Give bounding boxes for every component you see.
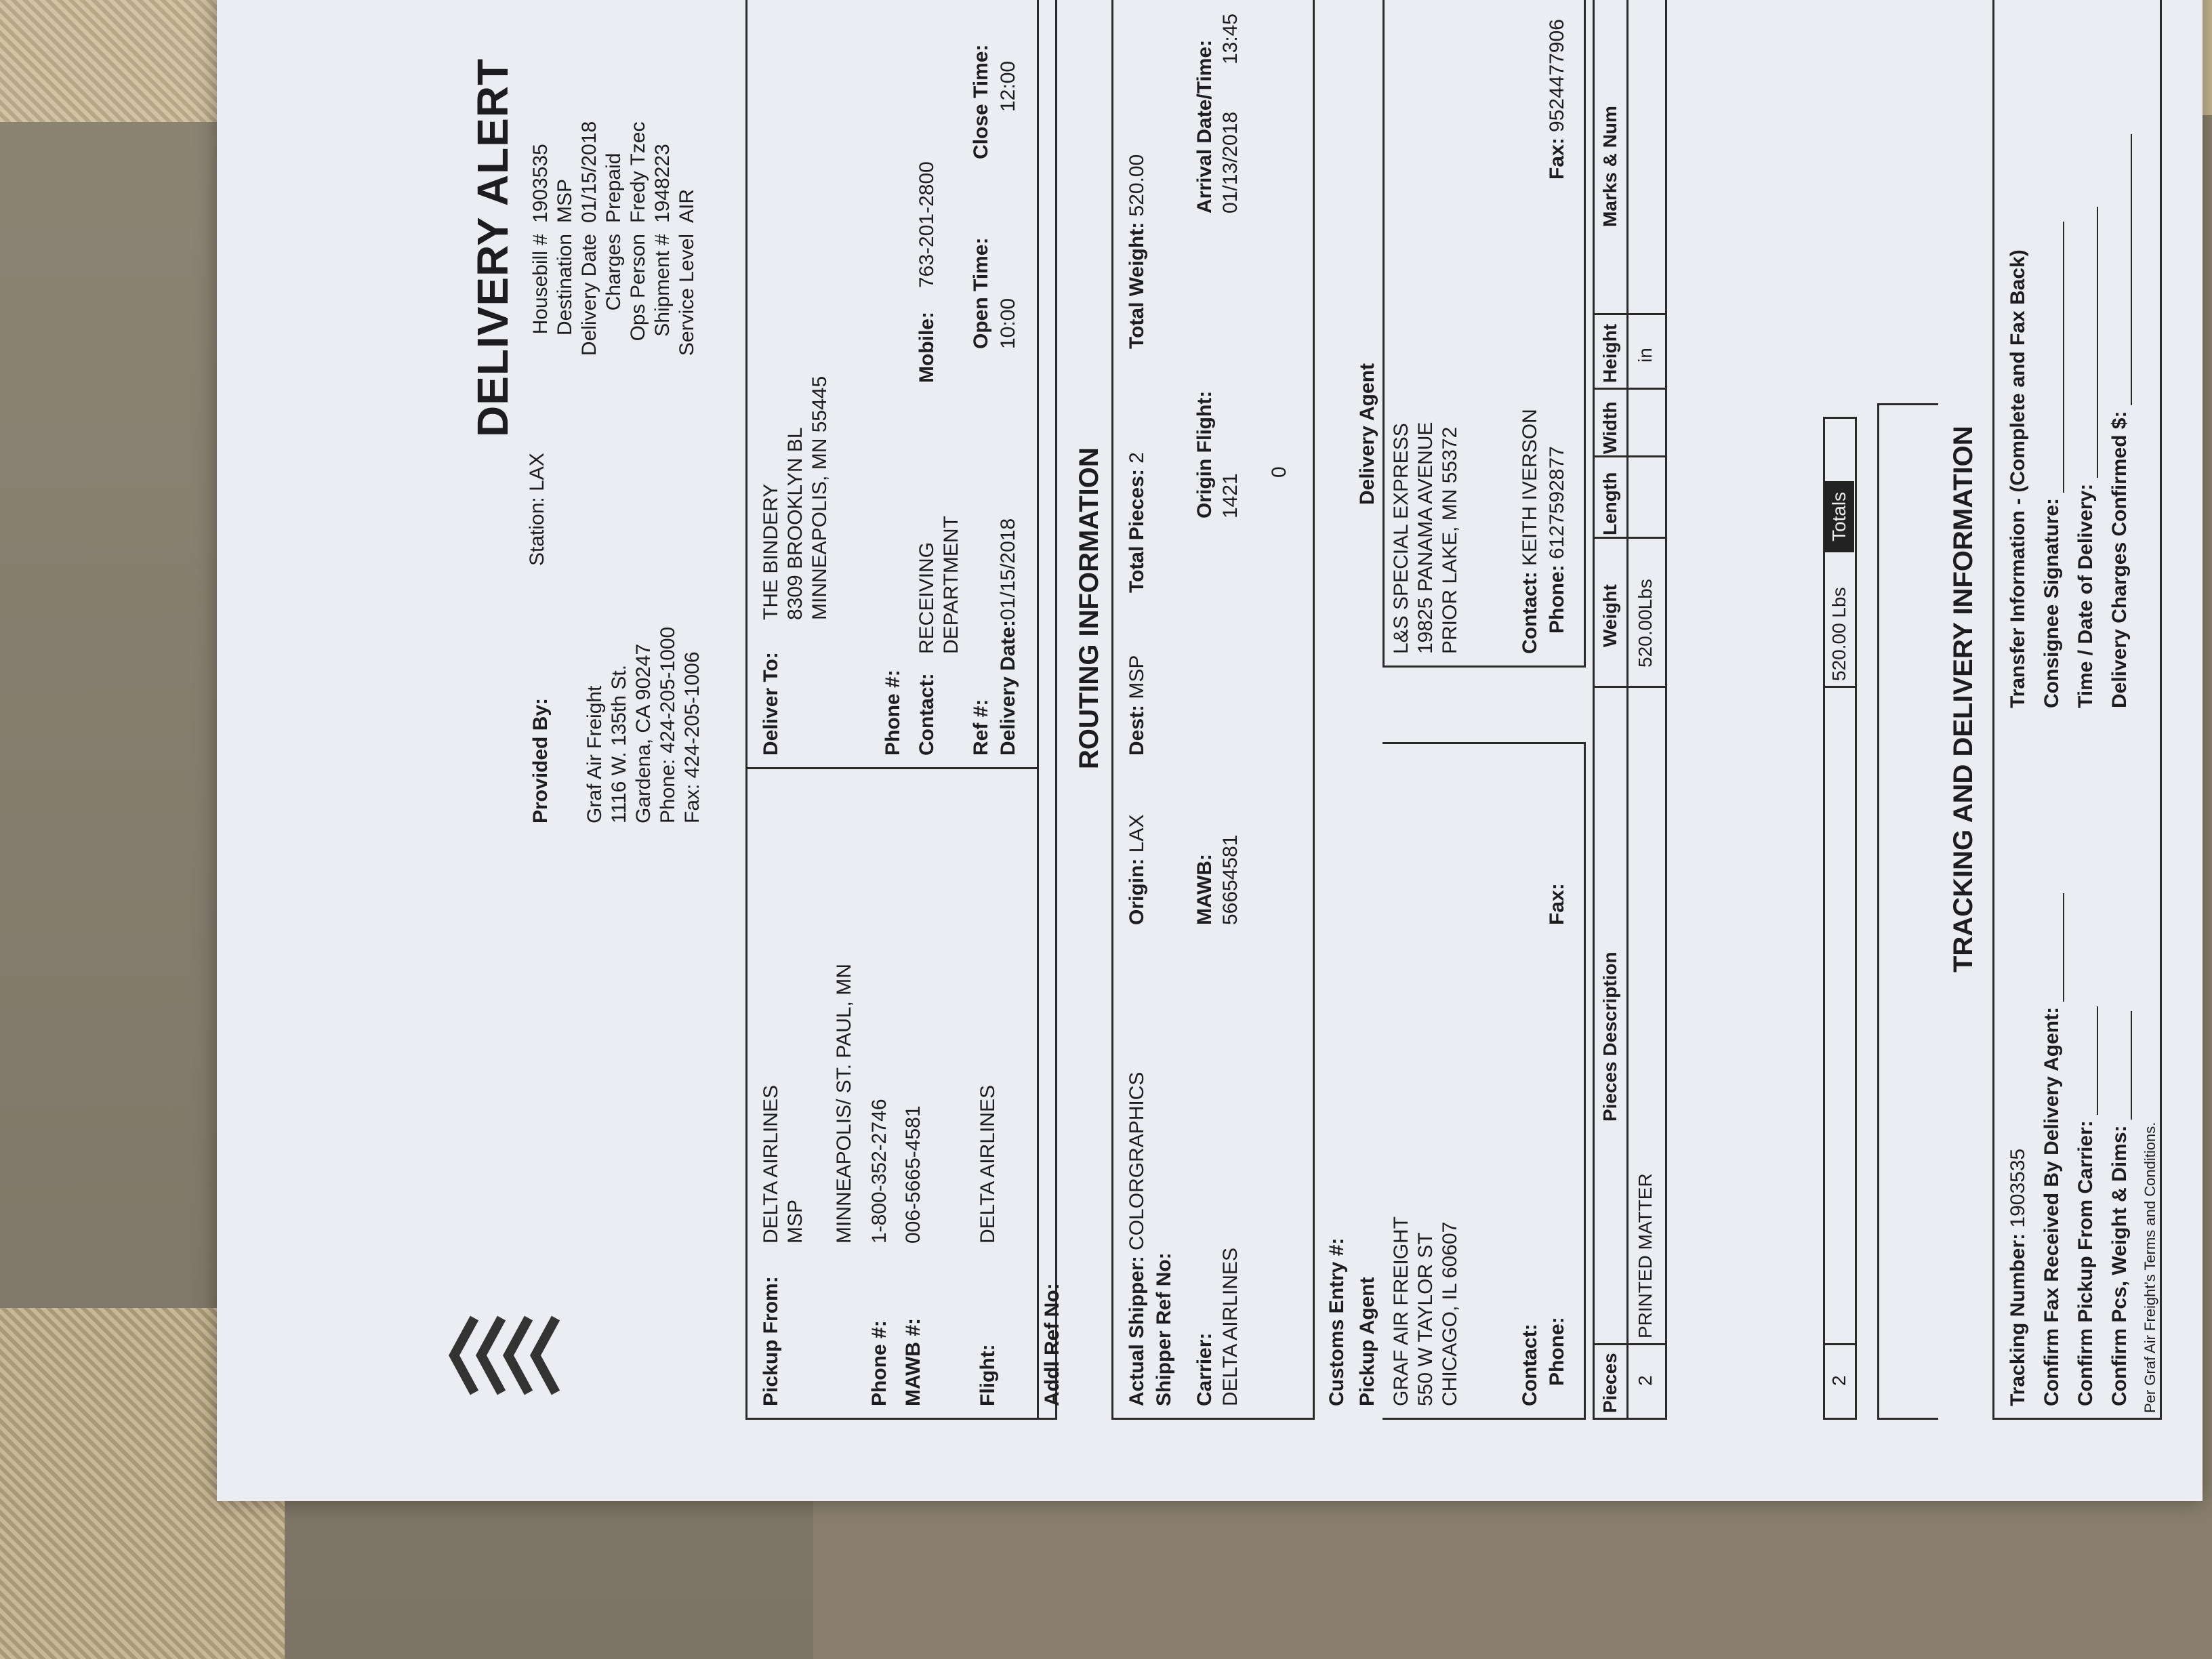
- row-pieces: 2: [1635, 1375, 1656, 1386]
- tracking-title: TRACKING AND DELIVERY INFORMATION: [1948, 426, 1978, 972]
- pickup-flight: DELTA AIRLINES: [977, 1085, 999, 1244]
- zero-value: 0: [1268, 466, 1290, 478]
- pickup-phone-label: Phone #:: [868, 1320, 890, 1406]
- col-length: Length: [1599, 472, 1620, 535]
- divider: [1593, 537, 1667, 539]
- address-line: Phone: 424-205-1000: [657, 626, 679, 823]
- mawb: 56654581: [1219, 834, 1242, 925]
- col-marks: Marks & Num: [1599, 106, 1620, 227]
- delivery-date-label: Delivery Date:: [997, 619, 1019, 756]
- close-time: 12:00: [997, 60, 1019, 112]
- divider: [1593, 313, 1667, 315]
- summary-service-level: Service Level AIR: [676, 188, 698, 356]
- deliver-to-label: Deliver To:: [760, 652, 782, 756]
- pickup-from-address: [759, 964, 857, 1244]
- customs-entry-label: Customs Entry #:: [1326, 1237, 1348, 1406]
- mawb-label: MAWB:: [1193, 854, 1216, 925]
- row-description: PRINTED MATTER: [1635, 1173, 1656, 1338]
- tracking-number: Tracking Number: 1903535: [2007, 1148, 2029, 1406]
- pickup-agent-label: Pickup Agent: [1356, 1277, 1378, 1406]
- transfer-info: Transfer Information - (Complete and Fax Back): [2007, 249, 2029, 708]
- totals-weight: 520.00 Lbs: [1828, 587, 1849, 681]
- dest: Dest: MSP: [1126, 655, 1148, 756]
- pickup-mawb: 006-5665-4581: [902, 1105, 924, 1244]
- shipper-ref-label: Shipper Ref No:: [1153, 1252, 1175, 1406]
- confirm-fax: Confirm Fax Received By Delivery Agent:: [2040, 893, 2064, 1406]
- close-time-label: Close Time:: [970, 44, 992, 159]
- confirm-pickup: Confirm Pickup From Carrier:: [2074, 1006, 2098, 1406]
- pickup-line: MSP: [784, 1199, 806, 1244]
- row-height: in: [1635, 348, 1656, 363]
- totals-pieces: 2: [1828, 1375, 1849, 1386]
- origin-flight: 1421: [1219, 473, 1242, 518]
- total-pieces: Total Pieces: 2: [1126, 452, 1148, 593]
- col-height: Height: [1599, 323, 1620, 383]
- arrival-label: Arrival Date/Time:: [1193, 39, 1216, 213]
- document-title: DELIVERY ALERT: [468, 58, 517, 437]
- addl-ref-label: Addl Ref No:: [1041, 1283, 1063, 1406]
- pickup-agent-contact-label: Contact:: [1519, 1324, 1541, 1406]
- summary-destination: Destination MSP: [554, 178, 576, 336]
- divider: [1593, 388, 1667, 390]
- deliver-to-address: [759, 376, 832, 620]
- consignee-signature: Consignee Signature:: [2040, 222, 2064, 708]
- contact-line: DEPARTMENT: [940, 516, 962, 654]
- pickup-line: MINNEAPOLIS/ ST. PAUL, MN: [833, 964, 855, 1244]
- delivery-date: 01/15/2018: [997, 518, 1019, 620]
- delivery-agent-address: [1389, 422, 1462, 654]
- address-line: Graf Air Freight: [583, 685, 606, 823]
- total-weight: Total Weight: 520.00: [1126, 154, 1148, 349]
- col-pieces: Pieces: [1599, 1353, 1620, 1413]
- deliver-contact: [915, 516, 964, 654]
- summary-charges: Charges Prepaid: [602, 152, 625, 311]
- totals-row: [1823, 417, 1857, 1420]
- open-time: 10:00: [997, 298, 1019, 349]
- routing-title: ROUTING INFORMATION: [1074, 447, 1104, 769]
- ref-label: Ref #:: [970, 699, 992, 756]
- divider: [1626, 0, 1629, 1420]
- divider: [745, 767, 1037, 769]
- terms-footer: Per Graf Air Freight's Terms and Conditions.: [2142, 1122, 2158, 1413]
- col-description: Pieces Description: [1599, 951, 1620, 1122]
- station-value: LAX: [526, 453, 548, 491]
- pickup-phone: 1-800-352-2746: [868, 1099, 890, 1244]
- pickup-line: DELTA AIRLINES: [760, 1085, 782, 1244]
- provided-by-address: [583, 627, 705, 823]
- pickup-mawb-label: MAWB #:: [902, 1318, 924, 1406]
- deliver-phone-label: Phone #:: [882, 670, 904, 756]
- summary-delivery-date: Delivery Date 01/15/2018: [578, 121, 600, 356]
- totals-label: Totals: [1824, 481, 1854, 552]
- delivery-agent-label: Delivery Agent: [1356, 363, 1378, 505]
- contact-line: RECEIVING: [916, 541, 938, 654]
- tracking-box-outline: [1877, 403, 1938, 1420]
- delivery-agent-contact: Contact: KEITH IVERSON: [1519, 409, 1541, 654]
- graf-logo-icon: [447, 1305, 562, 1406]
- pickup-agent-phone-label: Phone:: [1546, 1317, 1568, 1386]
- deliver-contact-label: Contact:: [916, 673, 938, 756]
- carrier-label: Carrier:: [1193, 1332, 1216, 1406]
- summary-shipment: Shipment # 1948223: [651, 144, 674, 337]
- pickup-from-label: Pickup From:: [760, 1276, 782, 1406]
- agent-line: GRAF AIR FREIGHT: [1390, 1216, 1412, 1406]
- col-width: Width: [1599, 401, 1620, 454]
- open-time-label: Open Time:: [970, 237, 992, 349]
- divider: [1037, 0, 1039, 1420]
- agent-line: CHICAGO, IL 60607: [1439, 1221, 1461, 1406]
- agent-line: L&S SPECIAL EXPRESS: [1390, 423, 1412, 654]
- summary-housebill: Housebill # 1903535: [529, 144, 552, 335]
- divider: [1823, 1343, 1857, 1345]
- divider: [1593, 1343, 1667, 1345]
- agent-line: 550 W TAYLOR ST: [1414, 1232, 1437, 1406]
- station-label: Station:: [526, 497, 548, 566]
- pickup-line: [808, 964, 832, 1244]
- deliver-line: MINNEAPOLIS, MN 55445: [808, 375, 831, 620]
- address-line: Gardena, CA 90247: [632, 643, 655, 823]
- carrier: DELTA AIRLINES: [1219, 1248, 1242, 1406]
- actual-shipper: Actual Shipper: COLORGRAPHICS: [1126, 1071, 1148, 1406]
- divider: [1823, 686, 1857, 688]
- delivery-agent-phone: Phone: 6127592877: [1546, 446, 1568, 634]
- time-date-delivery: Time / Date of Delivery:: [2074, 207, 2098, 708]
- row-weight: 520.00Lbs: [1635, 579, 1656, 668]
- divider: [1593, 455, 1667, 457]
- pickup-flight-label: Flight:: [977, 1344, 999, 1406]
- mobile: 763-201-2800: [916, 161, 938, 288]
- agent-line: PRIOR LAKE, MN 55372: [1439, 426, 1461, 654]
- pickup-agent-address: [1389, 1216, 1462, 1406]
- charges-confirmed: Delivery Charges Confirmed $:: [2108, 134, 2132, 708]
- origin-flight-label: Origin Flight:: [1193, 390, 1216, 518]
- delivery-agent-fax: Fax: 9524477906: [1546, 19, 1568, 180]
- origin: Origin: LAX: [1126, 814, 1148, 925]
- divider: [1593, 686, 1667, 688]
- address-line: 1116 W. 135th St.: [608, 664, 630, 823]
- station: [525, 453, 550, 566]
- confirm-pcs: Confirm Pcs, Weight & Dims:: [2108, 1011, 2132, 1406]
- mobile-label: Mobile:: [916, 312, 938, 383]
- summary-block: [529, 24, 699, 417]
- summary-ops-person: Ops Person Fredy Tzec: [627, 121, 649, 342]
- deliver-line: 8309 BROOKLYN BL: [784, 427, 806, 620]
- agent-line: 19825 PANAMA AVENUE: [1414, 422, 1437, 654]
- provided-by-label: Provided By:: [529, 697, 552, 823]
- arrival-date: 01/13/2018: [1219, 111, 1242, 213]
- deliver-line: THE BINDERY: [760, 483, 782, 620]
- arrival-time: 13:45: [1219, 13, 1242, 64]
- col-weight: Weight: [1599, 584, 1620, 647]
- address-line: Fax: 424-205-1006: [681, 651, 703, 823]
- delivery-alert-document: [217, 0, 2203, 1501]
- pickup-agent-fax-label: Fax:: [1546, 883, 1568, 925]
